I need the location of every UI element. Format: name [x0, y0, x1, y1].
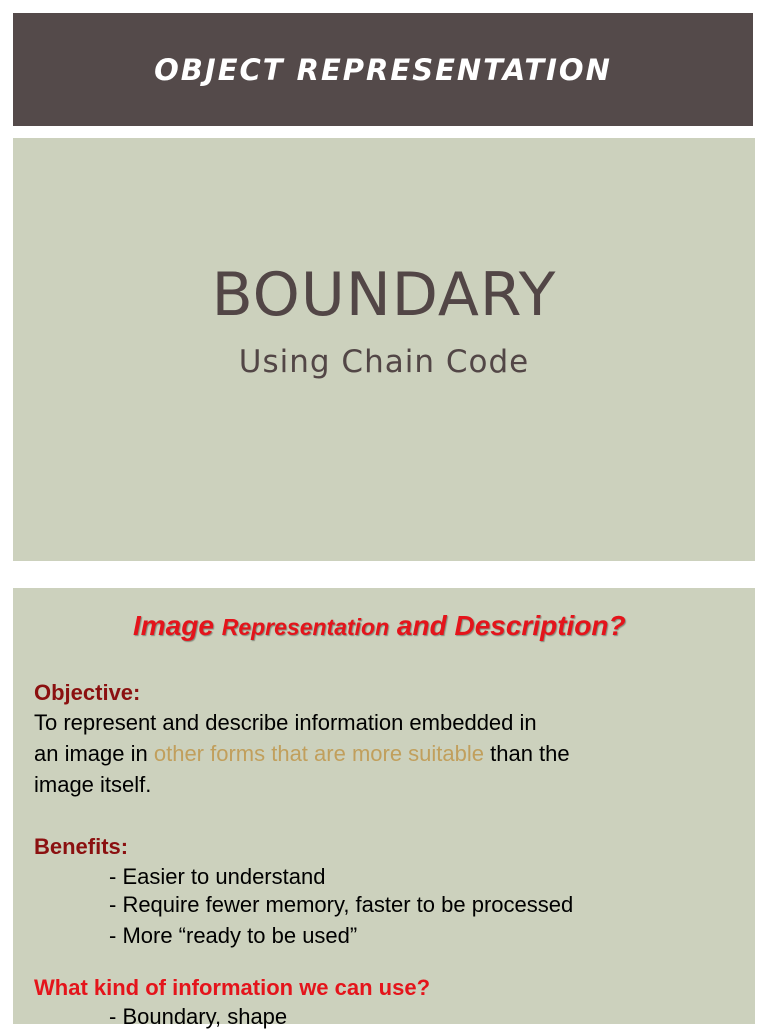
heading-part-representation: Representation [221, 614, 390, 640]
slide-header-bar [13, 13, 753, 126]
benefits-label: Benefits: [34, 834, 129, 859]
objective-line-2-post: than the [484, 741, 570, 766]
benefit-item: - Require fewer memory, faster to be processed [109, 892, 574, 917]
content-slide [13, 588, 755, 1029]
benefit-item: - Easier to understand [109, 864, 326, 889]
heading-part-image: Image [133, 610, 222, 641]
header-title: OBJECT REPRESENTATION [154, 52, 612, 87]
main-title: BOUNDARY [211, 260, 557, 330]
objective-line-3: image itself. [34, 772, 152, 797]
objective-line-1: To represent and describe information embedded in [34, 710, 537, 735]
slide-heading [133, 610, 626, 642]
objective-line-2 [34, 738, 570, 769]
title-slide [13, 138, 755, 561]
heading-part-description: and Description? [389, 610, 626, 641]
question-item: - Boundary, shape [109, 1004, 288, 1029]
objective-label: Objective: [34, 680, 141, 705]
benefit-item: - More “ready to be used” [109, 923, 358, 948]
objective-line-2-accent: other forms that are more suitable [153, 741, 485, 766]
objective-line-2-pre: an image in [34, 741, 154, 766]
question-heading: What kind of information we can use? [34, 975, 431, 1000]
subtitle: Using Chain Code [238, 344, 530, 380]
